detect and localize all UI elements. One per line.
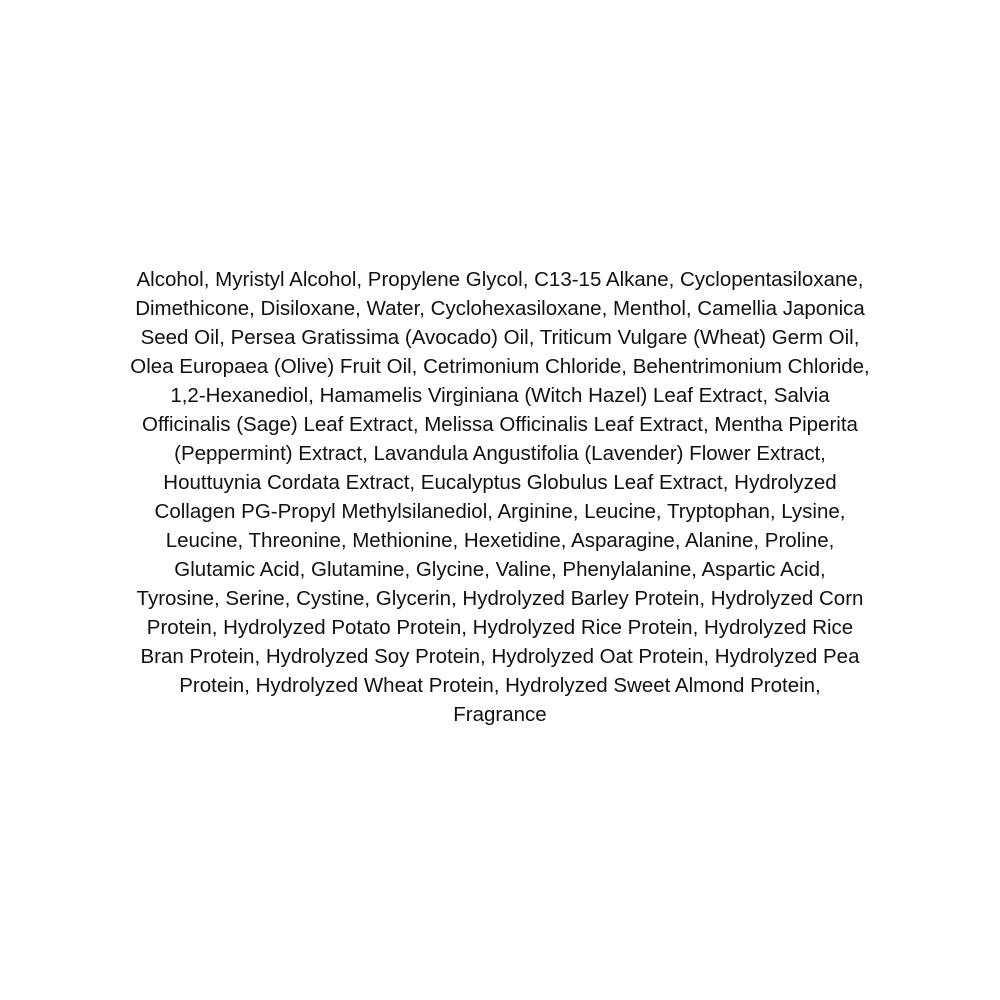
ingredient-line: Protein, Hydrolyzed Potato Protein, Hydrolyzed Rice Protein, Hydrolyzed Rice [146,616,854,639]
ingredient-line: Officinalis (Sage) Leaf Extract, Melissa Officinalis Leaf Extract, Mentha Piperita [142,413,858,436]
ingredient-line: Protein, Hydrolyzed Wheat Protein, Hydrolyzed Sweet Almond Protein, [179,674,821,697]
ingredient-line: Dimethicone, Disiloxane, Water, Cyclohexasiloxane, Menthol, Camellia Japonica [135,297,865,320]
ingredient-line: Seed Oil, Persea Gratissima (Avocado) Oil, Triticum Vulgare (Wheat) Germ Oil, [140,326,860,349]
ingredient-line: Fragrance [453,703,547,726]
ingredients-list [70,265,930,729]
ingredient-line: Houttuynia Cordata Extract, Eucalyptus Globulus Leaf Extract, Hydrolyzed [163,471,837,494]
ingredient-line: Leucine, Threonine, Methionine, Hexetidine, Asparagine, Alanine, Proline, [165,529,835,552]
ingredient-line: Alcohol, Myristyl Alcohol, Propylene Glycol, C13-15 Alkane, Cyclopentasiloxane, [136,268,864,291]
ingredient-line: (Peppermint) Extract, Lavandula Angustifolia (Lavender) Flower Extract, [174,442,826,465]
ingredient-line: Collagen PG-Propyl Methylsilanediol, Arginine, Leucine, Tryptophan, Lysine, [154,500,846,523]
ingredient-line: 1,2-Hexanediol, Hamamelis Virginiana (Witch Hazel) Leaf Extract, Salvia [170,384,830,407]
ingredient-line: Tyrosine, Serine, Cystine, Glycerin, Hydrolyzed Barley Protein, Hydrolyzed Corn [136,587,864,610]
ingredient-line: Bran Protein, Hydrolyzed Soy Protein, Hydrolyzed Oat Protein, Hydrolyzed Pea [140,645,860,668]
ingredient-line: Olea Europaea (Olive) Fruit Oil, Cetrimonium Chloride, Behentrimonium Chloride, [130,355,870,378]
ingredient-line: Glutamic Acid, Glutamine, Glycine, Valine, Phenylalanine, Aspartic Acid, [174,558,826,581]
